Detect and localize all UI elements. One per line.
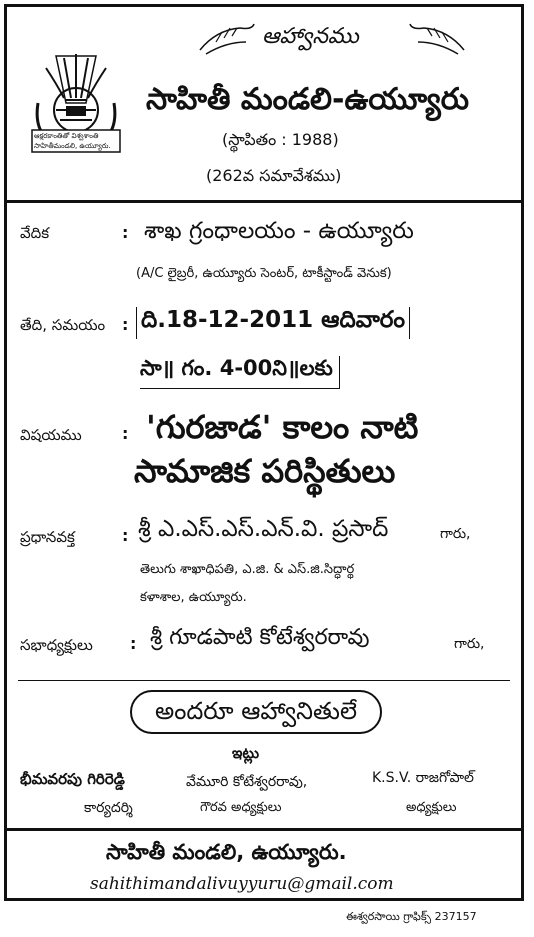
established-year: (స్థాపితం : 1988) [222,130,339,149]
venue-note: (A/C లైబ్రరీ, ఉయ్యూరు సెంటర్, టాకీస్టాండ్ వెనుక) [136,266,392,281]
topic-line-2: సామాజిక పరిస్థితులు [134,452,396,490]
datetime-colon: : [122,315,129,334]
signatory-name: భీమవరపు గిరిరెడ్డి [20,770,125,788]
speaker-designation: తెలుగు శాఖాధిపతి, ఎ.జి. & ఎస్.జి.సిద్ధార్థ [140,562,355,577]
signatory-role: గౌరవ అధ్యక్షులు [200,800,282,815]
header-divider [4,200,524,203]
president-honorific: గారు, [454,636,485,652]
meeting-date: ది.18-12-2011 ఆదివారం [136,307,410,339]
president-label: సభాధ్యక్షులు [20,636,93,654]
logo-motto: ఆక్షరకాంతితో విశ్వశాంతి [34,132,99,140]
meeting-number: (262వ సమావేశము) [206,166,342,185]
org-name: సాహితీ మండలి-ఉయ్యూరు [146,82,469,117]
topic-line-1: 'గురజాడ' కాలం నాటి [146,408,419,446]
invocation-title: ఆహ్వానము [262,24,359,49]
datetime-label: తేది, సమయం [20,316,106,334]
topic-label: విషయము [20,426,82,444]
footer-divider [4,828,524,831]
venue-label: వేదిక [20,224,50,242]
org-logo [26,48,126,156]
president-name: శ్రీ గూడపాటి కోటేశ్వరరావు [150,625,370,650]
speaker-honorific: గారు, [440,526,471,542]
footer-org-name: సాహితీ మండలి, ఉయ్యూరు. [106,840,347,864]
venue-colon: : [122,223,129,242]
body-divider [18,680,510,681]
signoff-heading: ఇట్లు [232,744,260,762]
greeting-hands-left-icon [196,20,260,60]
speaker-label: ప్రధానవక్త [20,528,75,546]
meeting-time: సా॥ గం. 4-00ని॥లకు [140,356,340,389]
venue-value: శాఖ గ్రంధాలయం - ఉయ్యూరు [144,218,414,244]
speaker-name: శ్రీ ఎ.ఎస్.ఎస్.ఎన్.వి. ప్రసాద్ [138,516,389,542]
speaker-college: కళాశాల, ఉయ్యూరు. [140,590,247,605]
footer-email: sahithimandalivuyyuru@gmail.com [90,874,394,894]
signatory-name: K.S.V. రాజగోపాల్ [372,770,474,786]
printer-credit: ఈశ్వరసాయి గ్రాఫిక్స్ 237157 [346,910,477,923]
logo-org-text: సాహితీమండలి, ఉయ్యూరు. [34,142,111,150]
topic-colon: : [122,424,129,443]
welcome-banner: అందరూ ఆహ్వానితులే [130,690,382,734]
president-colon: : [130,634,137,653]
greeting-hands-right-icon [398,20,468,60]
signatory-name: వేమూరి కోటేశ్వరరావు, [186,774,308,790]
speaker-colon: : [122,526,129,545]
signatory-role: అధ్యక్షులు [406,800,457,815]
signatory-role: కార్యదర్శి [84,800,133,816]
